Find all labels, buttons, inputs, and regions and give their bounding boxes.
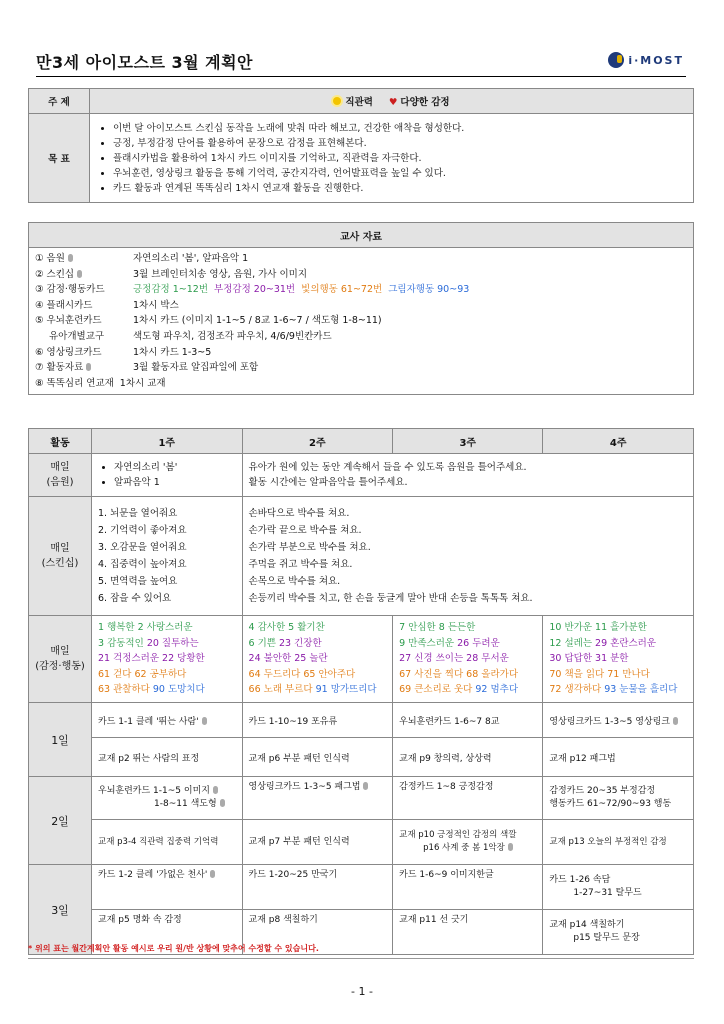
teacher-materials-header: 교사 자료: [29, 223, 694, 248]
day2-card-w4: 감정카드 20~35 부정감정 행동카드 61~72/90~93 행동: [543, 777, 694, 820]
skinship-row: [29, 497, 694, 616]
clip-icon: [673, 717, 678, 725]
schedule-table: [28, 428, 694, 955]
music-notes: [242, 454, 693, 497]
theme-item-1: 직관력: [345, 97, 373, 108]
day2-top-row: [29, 777, 694, 820]
day3-card-w1: 카드 1-2 클레 '가없은 천사': [92, 865, 243, 910]
clip-icon: [363, 782, 368, 790]
positive-emotion-range: 긍정감정 1~12번: [133, 284, 208, 296]
day1-card-w3: 우뇌훈련카드 1-6~7 8교: [393, 703, 543, 738]
footer-note: * 위의 표는 월간계획안 활동 예시로 우리 원/반 상황에 맞추어 수정할 수 있습니다.: [28, 944, 319, 953]
day1-book-w4: 교재 p12 패그법: [543, 738, 694, 777]
skinship-item: 4. 집중력이 높아져요: [98, 559, 187, 570]
day2-card-w2: 영상링크카드 1-3~5 패그법: [242, 777, 393, 820]
day2-book-w4: 교재 p13 오늘의 부정적인 감정: [543, 820, 694, 865]
goal-item: • 플래시카법을 활용하여 1차시 카드 이미지를 기억하고, 직관력을 자극한다.: [113, 151, 692, 166]
day1-label: 1일: [29, 703, 92, 777]
theme-item-2: 다양한 감정: [400, 97, 450, 108]
goal-item: • 이번 달 아이모스트 스킨십 동작을 노래에 맞춰 따라 해보고, 건강한 애착을 형성한다.: [113, 121, 692, 136]
material-item: 유아개별교구 색도형 파우치, 검정조각 파우치, 4/6/9빈칸카드: [35, 329, 687, 345]
theme-label: 주 제: [29, 89, 90, 114]
material-item: [35, 282, 687, 298]
logo-icon: [608, 52, 624, 68]
day3-book-w3: 교재 p11 선 긋기: [393, 910, 543, 955]
emotion-week2: 4 감사한 5 활기찬 6 기쁜 23 긴장한 24 불안한 25 놀란 64 두드리다 65 안아주다 66 노래 부르다 91 망가뜨리다: [242, 616, 393, 703]
brand-logo: [608, 52, 684, 68]
material-item: [35, 345, 687, 361]
material-key: ② 스킨십: [35, 268, 75, 280]
clip-icon: [210, 870, 215, 878]
emotion-week1: 1 행복한 2 사랑스러운 3 감동적인 20 질투하는 21 걱정스러운 22 당황한 61 걷다 62 공부하다 63 관찰하다 90 도망치다: [92, 616, 243, 703]
material-value: 1차시 카드 1-3~5: [133, 346, 212, 358]
music-item: • 알파음악 1: [114, 475, 236, 490]
goal-item: • 우뇌훈련, 영상링크 활동을 통해 기억력, 공간지각력, 언어발표력을 높일 수 있다.: [113, 166, 692, 181]
shadow-action-range: 그림자행동 90~93: [388, 284, 470, 296]
day2-card-w3: 감정카드 1~8 긍정감정: [393, 777, 543, 820]
day1-card-w4: 영상링크카드 1-3~5 영상링크: [543, 703, 694, 738]
skinship-item: 5. 면역력을 높여요: [98, 576, 178, 587]
clip-icon: [508, 843, 513, 851]
material-key: ⑧ 똑똑심리 연교재: [35, 377, 114, 389]
col-header-week3: 3주: [393, 429, 543, 454]
material-value: 1차시 박스: [133, 299, 179, 311]
goals-label: 목 표: [29, 114, 90, 203]
logo-text: i·MOST: [628, 53, 684, 67]
emotion-week4: 10 반가운 11 흘가분한 12 설레는 29 혼란스러운 30 답답한 31 분한 70 책을 읽다 71 만나다 72 생각하다 93 눈물을 흘리다: [543, 616, 694, 703]
day2-book-w2: 교재 p7 부분 패턴 인식력: [242, 820, 393, 865]
clip-icon: [202, 717, 207, 725]
goal-item: • 카드 활동과 연계된 똑똑심리 1차시 연교재 활동을 진행한다.: [113, 181, 692, 196]
heart-icon: ♥: [388, 97, 398, 108]
clip-icon: [213, 786, 218, 794]
material-key: ⑤ 우뇌훈련카드: [35, 315, 102, 327]
music-row: [29, 454, 694, 497]
material-item: [35, 376, 687, 392]
day3-label: 3일: [29, 865, 92, 955]
goals-row: [29, 114, 694, 203]
day1-bottom-row: [29, 738, 694, 777]
schedule-header-row: [29, 429, 694, 454]
material-value: 3월 브레인터치송 영상, 음원, 가사 이미지: [133, 268, 308, 280]
col-header-week4: 4주: [543, 429, 694, 454]
theme-row: [29, 89, 694, 114]
day3-book-w2: 교재 p8 색칠하기: [242, 910, 393, 955]
col-header-activity: 활동: [29, 429, 92, 454]
material-key: ⑦ 활동자료: [35, 362, 84, 374]
emotion-week3: 7 안심한 8 든든한 9 만족스러운 26 두려운 27 신경 쓰이는 28 무서운 67 사진을 찍다 68 올라가다 69 큰소리로 웃다 92 멈추다: [393, 616, 543, 703]
material-key: ④ 플래시카드: [35, 299, 93, 311]
day3-card-w2: 카드 1-20~25 만국기: [242, 865, 393, 910]
page-number: - 1 -: [351, 985, 373, 998]
material-item: [35, 267, 687, 283]
theme-values: [90, 89, 694, 114]
emotion-row: [29, 616, 694, 703]
skinship-item: 1. 뇌문을 열어줘요: [98, 508, 178, 519]
skinship-item: 3. 오감문을 열어줘요: [98, 542, 187, 553]
day3-book-w1: 교재 p5 명화 속 감정: [92, 910, 243, 955]
light-action-range: 빛의행동 61~72번: [301, 284, 383, 296]
teacher-materials-list: [29, 248, 694, 395]
lightbulb-icon: [333, 97, 341, 105]
material-value: 자연의소리 '봄', 알파음악 1: [133, 253, 249, 264]
theme-goals-table: [28, 88, 694, 203]
music-label: 매일 (음원): [29, 454, 92, 497]
music-note: 유아가 원에 있는 동안 계속해서 들을 수 있도록 음원을 틀어주세요.: [248, 462, 527, 473]
day3-card-w3: 카드 1-6~9 이미지한글: [393, 865, 543, 910]
skinship-notes: [242, 497, 693, 616]
skinship-note: 주먹을 쥐고 박수를 쳐요.: [248, 559, 353, 570]
skinship-note: 손가락 부분으로 박수를 쳐요.: [248, 542, 371, 553]
clip-icon: [68, 254, 73, 262]
skinship-item: 6. 잠을 수 있어요: [98, 593, 172, 604]
page-title: 만3세 아이모스트 3월 계획안: [36, 53, 253, 72]
material-item: [35, 360, 687, 376]
page-header: [36, 48, 686, 78]
day1-card-w1: 카드 1-1 클레 '뛰는 사람': [92, 703, 243, 738]
material-value: 3월 활동자료 알집파일에 포함: [133, 362, 259, 374]
skinship-note: 손등끼리 박수를 치고, 한 손을 둥글게 말아 반대 손등을 톡톡톡 쳐요.: [248, 593, 533, 604]
material-item: [35, 313, 687, 329]
material-key: ③ 감정·행동카드: [35, 284, 105, 296]
goals-cell: [90, 114, 694, 203]
clip-icon: [77, 270, 82, 278]
emotion-label: 매일 (감정·행동): [29, 616, 92, 703]
day1-book-w1: 교재 p2 뛰는 사람의 표정: [92, 738, 243, 777]
teacher-materials-table: [28, 222, 694, 395]
bottom-rule: [28, 958, 694, 959]
material-item: [35, 251, 687, 267]
music-items: [92, 454, 243, 497]
title-rule: [36, 76, 686, 77]
material-value: 색도형 파우치, 검정조각 파우치, 4/6/9빈칸카드: [133, 330, 332, 342]
skinship-items: [92, 497, 243, 616]
day3-book-w4: 교재 p14 색칠하기 p15 탈무드 문장: [543, 910, 694, 955]
col-header-week2: 2주: [242, 429, 393, 454]
day1-card-w2: 카드 1-10~19 포유류: [242, 703, 393, 738]
skinship-note: 손가락 끝으로 박수를 쳐요.: [248, 525, 362, 536]
music-note: 활동 시간에는 알파음악을 틀어주세요.: [248, 477, 408, 488]
day1-book-w3: 교재 p9 창의력, 상상력: [393, 738, 543, 777]
skinship-label: 매일 (스킨십): [29, 497, 92, 616]
day2-bottom-row: [29, 820, 694, 865]
music-item: • 자연의소리 '봄': [114, 460, 236, 475]
material-key: ① 음원: [35, 253, 65, 264]
day2-book-w1: 교재 p3-4 직관력 집중력 기억력: [92, 820, 243, 865]
day2-card-w1: 우뇌훈련카드 1-1~5 이미지 1-8~11 색도형: [92, 777, 243, 820]
material-item: [35, 298, 687, 314]
day1-book-w2: 교재 p6 부분 패턴 인식력: [242, 738, 393, 777]
material-value: 1차시 교재: [119, 377, 166, 389]
clip-icon: [86, 363, 91, 371]
goal-item: • 긍정, 부정감정 단어를 활용하여 문장으로 감정을 표현해본다.: [113, 136, 692, 151]
skinship-item: 2. 기억력이 좋아져요: [98, 525, 187, 536]
day2-label: 2일: [29, 777, 92, 865]
skinship-note: 손바닥으로 박수를 쳐요.: [248, 508, 350, 519]
goals-list: [91, 117, 692, 200]
day2-book-w3: 교재 p10 긍정적인 감정의 색깔 p16 사계 중 봄 1악장: [393, 820, 543, 865]
material-value: 1차시 카드 (이미지 1-1~5 / 8교 1-6~7 / 색도형 1-8~11): [133, 315, 382, 327]
day3-top-row: [29, 865, 694, 910]
day3-card-w4: 카드 1-26 속담 1-27~31 탈무드: [543, 865, 694, 910]
material-key: ⑥ 영상링크카드: [35, 346, 102, 358]
day1-top-row: [29, 703, 694, 738]
negative-emotion-range: 부정감정 20~31번: [214, 284, 296, 296]
skinship-note: 손목으로 박수를 쳐요.: [248, 576, 341, 587]
clip-icon: [220, 799, 225, 807]
col-header-week1: 1주: [92, 429, 243, 454]
